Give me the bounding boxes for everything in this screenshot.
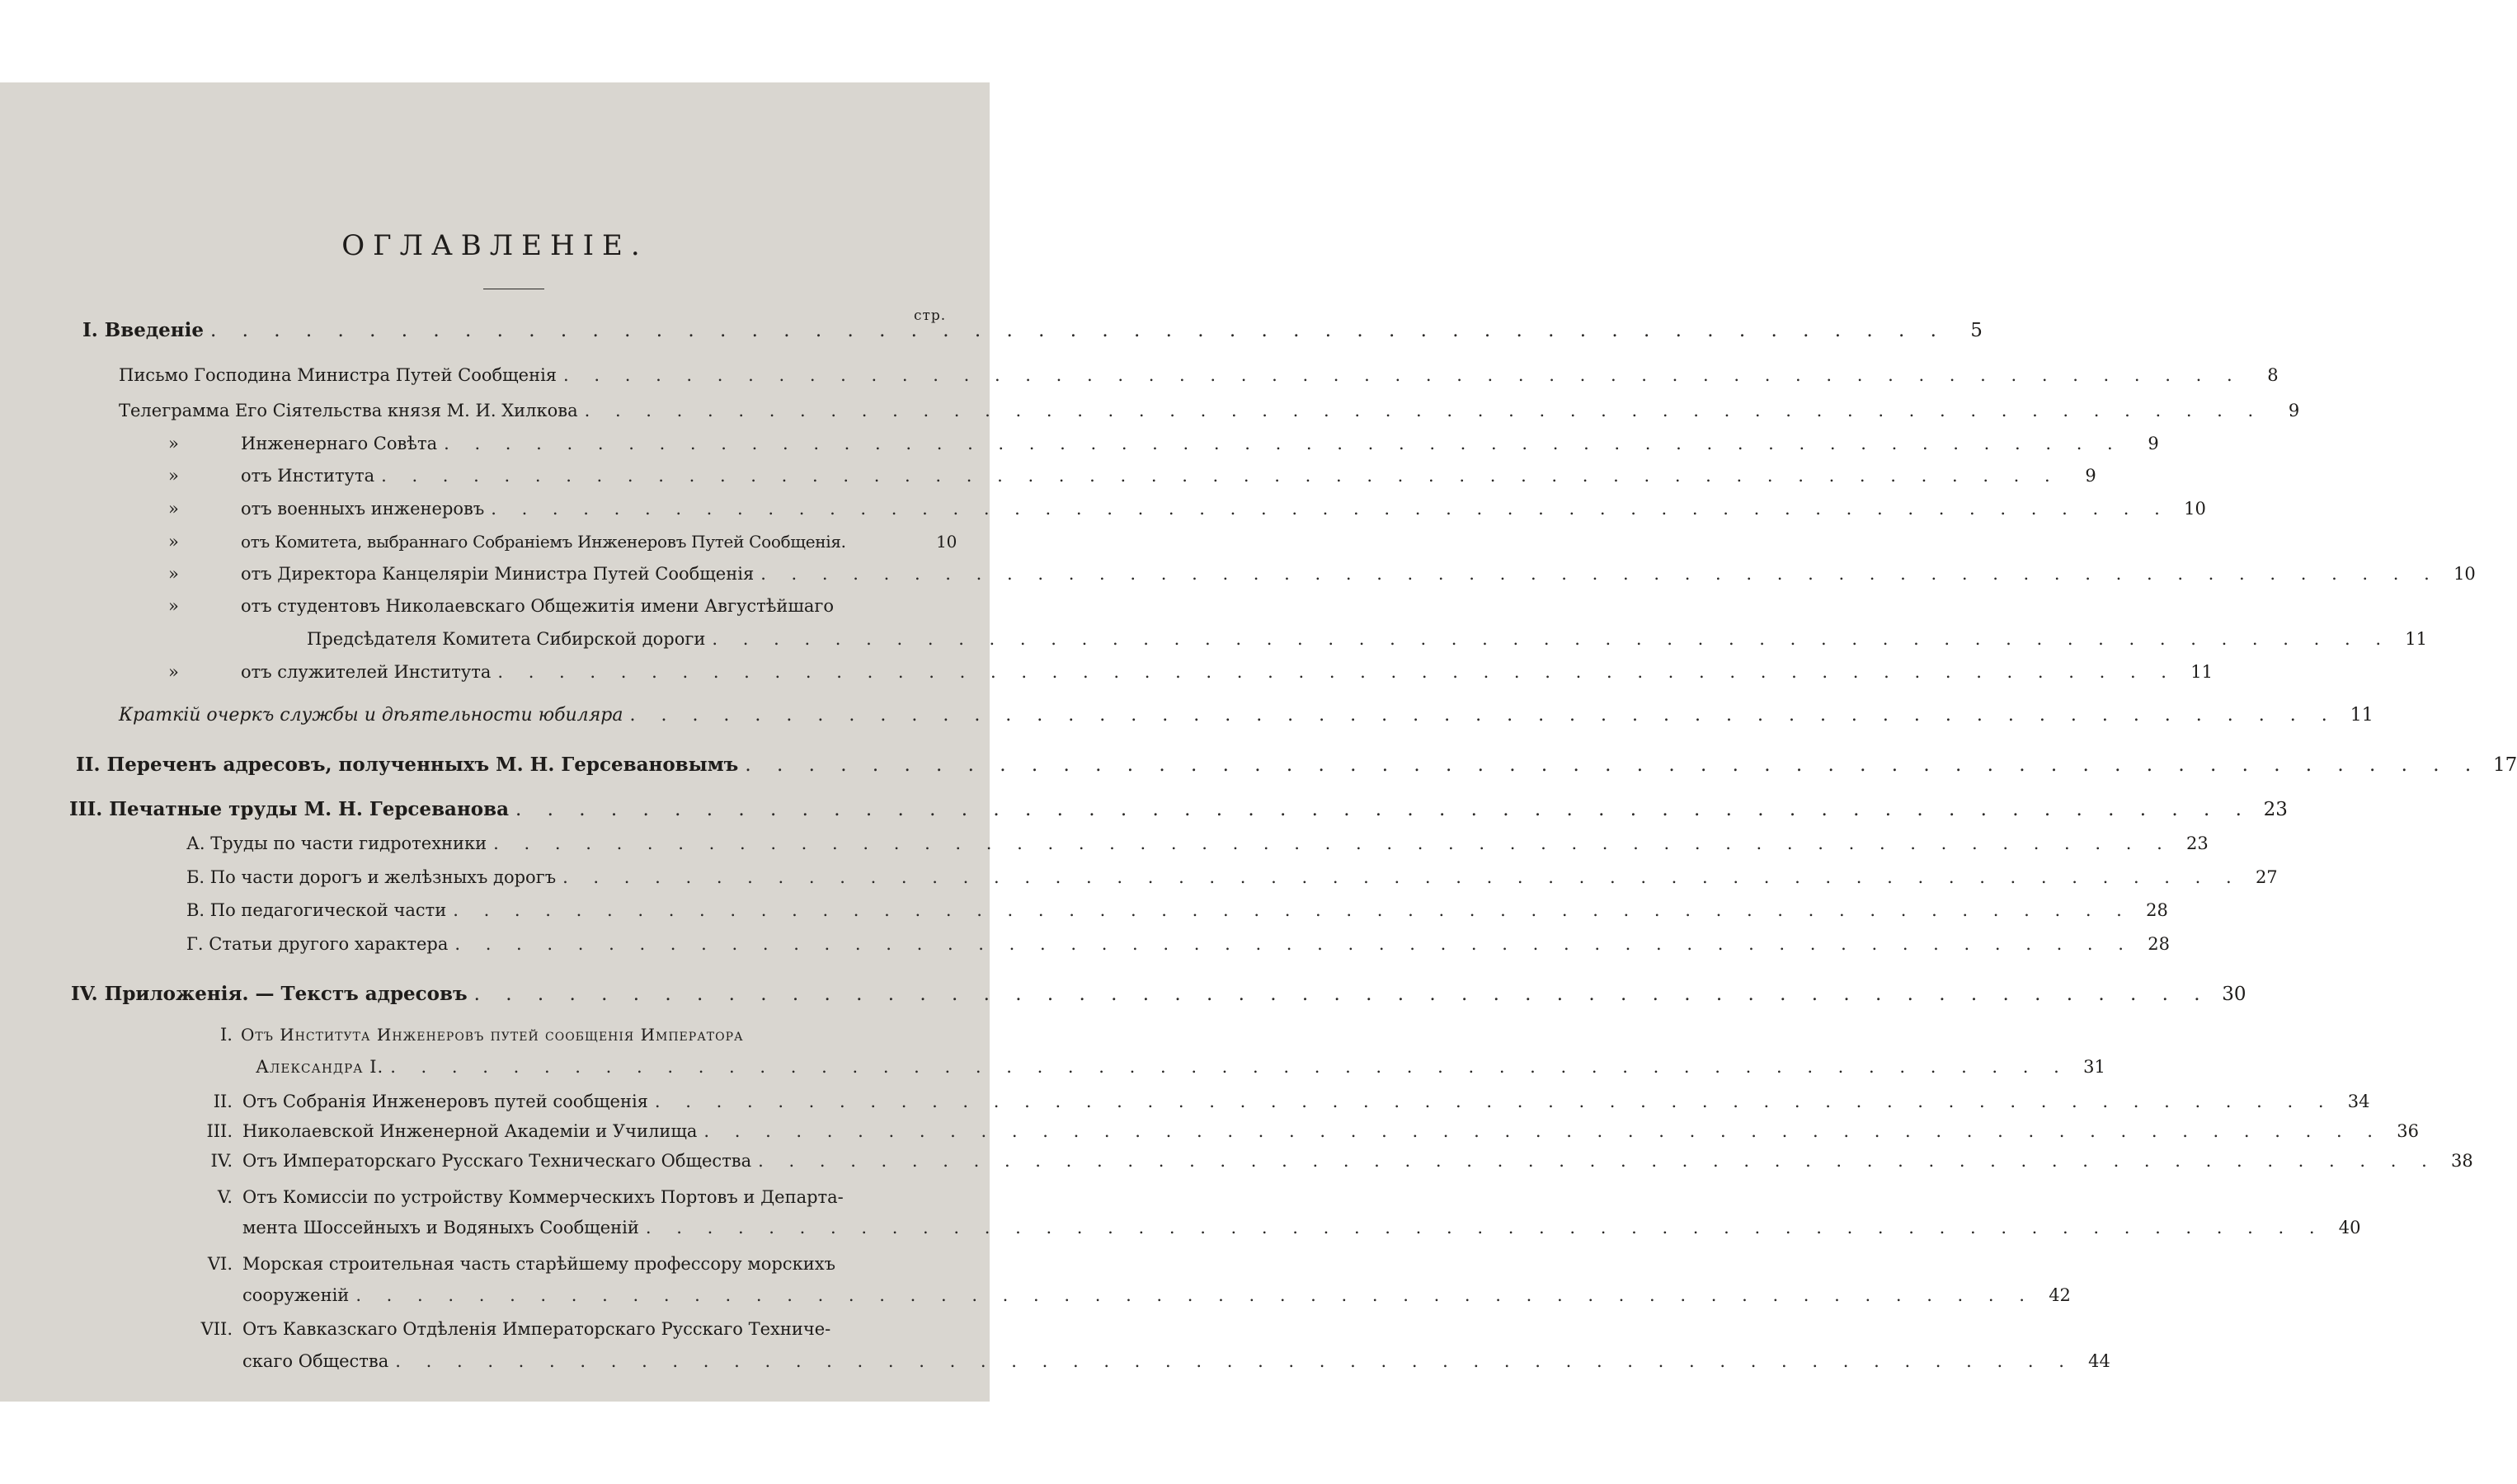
appendix-1-line2[interactable] (256, 1054, 2105, 1079)
toc-entry-works-hydro[interactable] (186, 831, 2209, 856)
toc-entry-telegramma[interactable] (119, 398, 2300, 423)
entry-label: Александра I. (256, 1057, 384, 1077)
page-number: 42 (2049, 1285, 2071, 1305)
toc-entry-telegram-institute[interactable] (241, 463, 2096, 488)
dot-leader: . . . . . . . . . . . . . . . . . . . . . . . . . . . . . . . . . . . . . . . . . . . . . . . . . . . . . . . (712, 629, 2391, 649)
page-number: 38 (2451, 1151, 2473, 1171)
appendix-6-number (195, 1252, 233, 1276)
appendix-4-entry[interactable] (242, 1148, 2473, 1173)
appendix-3-number (191, 1119, 233, 1144)
appendix-7-number (188, 1317, 233, 1341)
appendix-6-line2[interactable] (242, 1283, 2071, 1308)
entry-label: скаго Общества (242, 1351, 389, 1371)
appendix-5-line2[interactable] (242, 1215, 2361, 1240)
toc-entry-works-pedagogy[interactable] (186, 898, 2168, 923)
toc-section-introduction[interactable] (82, 318, 1983, 343)
page-title: ОГЛАВЛЕНІЕ. (341, 229, 648, 262)
entry-label: Б. По части дорогъ и желѣзныхъ дорогъ (186, 867, 557, 887)
dot-leader: . . . . . . . . . . . . . . . . . . . . . . . . . . . . . . . . . . . . . . . . . . . . . . . . . . . . . . . (760, 564, 2439, 584)
section-label: II. Переченъ адресовъ, полученныхъ М. Н. Герсевановымъ (76, 754, 739, 776)
page-column-label: стр. (914, 308, 947, 324)
page-number: 31 (2083, 1057, 2105, 1077)
dot-leader: . . . . . . . . . . . . . . . . . . . . . . . . . . . . . . . . . . . . . . . . . . . . . . . . . . . . . . . (454, 934, 2134, 954)
entry-label: Инженернаго Совѣта (241, 434, 438, 453)
toc-entry-works-articles[interactable] (186, 932, 2170, 956)
toc-entry-telegram-sovet[interactable] (241, 431, 2159, 456)
page-number: 28 (2146, 900, 2168, 920)
dot-leader: . . . . . . . . . . . . . . . . . . . . . . . . . . . . . . . . . . . . . . . . . . . . . . . . . . . . . . . (390, 1057, 2069, 1077)
toc-entry-works-roads[interactable] (186, 865, 2278, 890)
appendix-7-line1[interactable]: Отъ Кавказскаго Отдѣленія Императорскаго Русскаго Техниче- (242, 1319, 831, 1339)
entry-label: отъ служителей Института (241, 662, 492, 682)
ditto-mark: » (168, 466, 179, 486)
page-number: 8 (2267, 365, 2279, 385)
page-number: 10 (936, 532, 957, 552)
appendix-4-number (195, 1148, 233, 1173)
page-number: 11 (2350, 705, 2374, 726)
entry-label: Николаевской Инженерной Академіи и Училища (242, 1121, 698, 1141)
page-number: 10 (2453, 564, 2476, 584)
toc-section-works[interactable] (69, 797, 2288, 822)
ditto-mark: » (168, 532, 179, 552)
toc-entry-telegram-students-line1[interactable]: отъ студентовъ Николаевскаго Общежитія имени Августѣйшаго (241, 596, 835, 616)
entry-label: отъ Комитета, выбраннаго Собраніемъ Инженеровъ Путей Сообщенія. (241, 532, 846, 552)
page-number: 11 (2405, 629, 2427, 649)
entry-label: отъ Института (241, 466, 375, 486)
entry-label: отъ военныхъ инженеровъ (241, 499, 485, 519)
toc-entry-telegram-students-line2[interactable] (307, 627, 2427, 651)
appendix-1-number (206, 1022, 233, 1047)
page-number: 30 (2222, 984, 2246, 1005)
appendix-numeral: VI. (207, 1254, 233, 1274)
section-label: IV. Приложенія. — Текстъ адресовъ (71, 983, 468, 1005)
page-number: 23 (2186, 834, 2209, 853)
appendix-numeral: III. (206, 1121, 233, 1141)
page-number: 5 (1970, 320, 1983, 341)
dot-leader: . . . . . . . . . . . . . . . . . . . . . . . . . . . . . . . . . . . . . . . . . . . . . . . . . . . . . . . (515, 799, 2251, 820)
dot-leader: . . . . . . . . . . . . . . . . . . . . . . . . . . . . . . . . . . . . . . . . . . . . . . . . . . . . . . . (654, 1092, 2334, 1111)
appendix-numeral: IV. (210, 1151, 233, 1171)
appendix-numeral: I. (220, 1025, 233, 1045)
page-number: 9 (2085, 466, 2096, 486)
entry-label: Письмо Господина Министра Путей Сообщенія (119, 365, 558, 385)
appendix-5-number (203, 1185, 233, 1209)
entry-label: Отъ Императорскаго Русскаго Техническаго Общества (242, 1151, 752, 1171)
ditto-mark: » (168, 662, 179, 682)
entry-label: Г. Статьи другого характера (186, 934, 449, 954)
dot-leader: . . . . . . . . . . . . . . . . . . . . . . . . . . . . . . . . . . . . . . . . . . . . . . . . . . . . . . . (497, 662, 2176, 682)
dot-leader: . . . . . . . . . . . . . . . . . . . . . . . . . . . . . . . . . . . . . . . . . . . . . . . . . . . . . . . (493, 834, 2172, 853)
toc-entry-pismo[interactable] (119, 363, 2279, 387)
appendix-2-number (198, 1089, 233, 1114)
dot-leader: . . . . . . . . . . . . . . . . . . . . . . . . . . . . . . . . . . . . . . . . . . . . . . . . . . . . . . . (645, 1218, 2325, 1237)
appendix-6-line1[interactable]: Морская строительная часть старѣйшему профессору морскихъ (242, 1254, 835, 1274)
toc-section-appendices[interactable] (71, 982, 2246, 1007)
page-number: 28 (2148, 934, 2170, 954)
entry-label: А. Труды по части гидротехники (186, 834, 487, 853)
ditto-mark: » (168, 434, 179, 453)
entry-label: сооруженій (242, 1285, 350, 1305)
ditto-mark: » (168, 564, 179, 584)
dot-leader: . . . . . . . . . . . . . . . . . . . . . . . . . . . . . . . . . . . . . . . . . . . . . . . . . . . . . . . (473, 984, 2210, 1005)
page-number: 23 (2263, 799, 2288, 820)
toc-entry-telegram-committee[interactable] (241, 529, 957, 554)
dot-leader: . . . . . . . . . . . . . . . . . . . . . . . . . . . . . . . . . . . . . . . . . . . . . . . . . . . . . . . (563, 365, 2242, 385)
section-label: III. Печатные труды М. Н. Герсеванова (69, 798, 510, 820)
page-number: 11 (2190, 662, 2213, 682)
dot-leader: . . . . . . . . . . . . . . . . . . . . . . . . . . . . . . . . . . . . . . . . . . . . . . . . . . . . . . . (491, 499, 2170, 519)
dot-leader: . . . . . . . . . . . . . . . . . . . . . . . . . . . . . . . . . . . . . . . . . . . . . . . . . . . . . . . (444, 434, 2123, 453)
dot-leader: . . . . . . . . . . . . . . . . . . . . . . . . . . . . . . . . . . . . . . . . . . . . . . . . . . . . . . . (703, 1121, 2383, 1141)
toc-entry-telegram-military[interactable] (241, 496, 2206, 521)
appendix-numeral: VII. (200, 1319, 233, 1339)
entry-label: мента Шоссейныхъ и Водяныхъ Сообщеній (242, 1218, 639, 1237)
page-number: 40 (2338, 1218, 2361, 1237)
appendix-numeral: V. (217, 1187, 233, 1207)
page-number: 9 (2288, 401, 2300, 420)
dot-leader: . . . . . . . . . . . . . . . . . . . . . . . . . . . . . . . . . . . . . . . . . . . . . . . . . . . . . . . (395, 1351, 2074, 1371)
section-label: I. Введеніе (82, 319, 204, 341)
dot-leader: . . . . . . . . . . . . . . . . . . . . . . . . . . . . . . . . . . . . . . . . . . . . . . . . . . . . . . . (210, 320, 1946, 341)
dot-leader: . . . . . . . . . . . . . . . . . . . . . . . . . . . . . . . . . . . . . . . . . . . . . . . . . . . . . . . (745, 754, 2482, 776)
dot-leader: . . . . . . . . . . . . . . . . . . . . . . . . . . . . . . . . . . . . . . . . . . . . . . . . . . . . . . . (758, 1151, 2437, 1171)
toc-entry-telegram-director[interactable] (241, 561, 2476, 586)
dot-leader: . . . . . . . . . . . . . . . . . . . . . . . . . . . . . . . . . . . . . . . . . . . . . . . . . . . . . . . (355, 1285, 2035, 1305)
dot-leader: . . . . . . . . . . . . . . . . . . . . . . . . . . . . . . . . . . . . . . . . . . . . . . . . . . . . . . . (584, 401, 2264, 420)
entry-label: Отъ Собранія Инженеровъ путей сообщенія (242, 1092, 648, 1111)
entry-label: Телеграмма Его Сіятельства князя М. И. Хилкова (119, 401, 578, 420)
page-number: 27 (2255, 867, 2278, 887)
appendix-1-line1[interactable]: Отъ Института Инженеровъ путей сообщенія Императора (241, 1025, 744, 1045)
entry-label: В. По педагогической части (186, 900, 447, 920)
toc-section-addresses[interactable] (76, 753, 2517, 777)
appendix-2-entry[interactable] (242, 1089, 2370, 1114)
page-number: 9 (2148, 434, 2159, 453)
page-number: 17 (2492, 754, 2517, 776)
appendix-3-entry[interactable] (242, 1119, 2419, 1144)
dot-leader: . . . . . . . . . . . . . . . . . . . . . . . . . . . . . . . . . . . . . . . . . . . . . . . . . . . . . . . (562, 867, 2242, 887)
appendix-numeral: II. (213, 1092, 233, 1111)
appendix-5-line1[interactable]: Отъ Комиссіи по устройству Коммерческихъ Портовъ и Департа- (242, 1187, 844, 1207)
ditto-mark: » (168, 499, 179, 519)
page-number: 36 (2397, 1121, 2419, 1141)
page-number: 10 (2184, 499, 2206, 519)
page-number: 44 (2088, 1351, 2110, 1371)
entry-label: отъ Директора Канцеляріи Министра Путей Сообщенія (241, 564, 755, 584)
entry-label: Краткій очеркъ службы и дѣятельности юбиляра (119, 705, 623, 726)
toc-entry-biography[interactable] (119, 703, 2374, 728)
dot-leader: . . . . . . . . . . . . . . . . . . . . . . . . . . . . . . . . . . . . . . . . . . . . . . . . . . . . . . . (629, 705, 2337, 726)
appendix-7-line2[interactable] (242, 1349, 2110, 1374)
entry-label: Предсѣдателя Комитета Сибирской дороги (307, 629, 706, 649)
dot-leader: . . . . . . . . . . . . . . . . . . . . . . . . . . . . . . . . . . . . . . . . . . . . . . . . . . . . . . . (453, 900, 2132, 920)
dot-leader: . . . . . . . . . . . . . . . . . . . . . . . . . . . . . . . . . . . . . . . . . . . . . . . . . . . . . . . (381, 466, 2060, 486)
page-number: 34 (2347, 1092, 2370, 1111)
toc-entry-telegram-staff[interactable] (241, 660, 2213, 684)
ditto-mark: » (168, 596, 179, 616)
